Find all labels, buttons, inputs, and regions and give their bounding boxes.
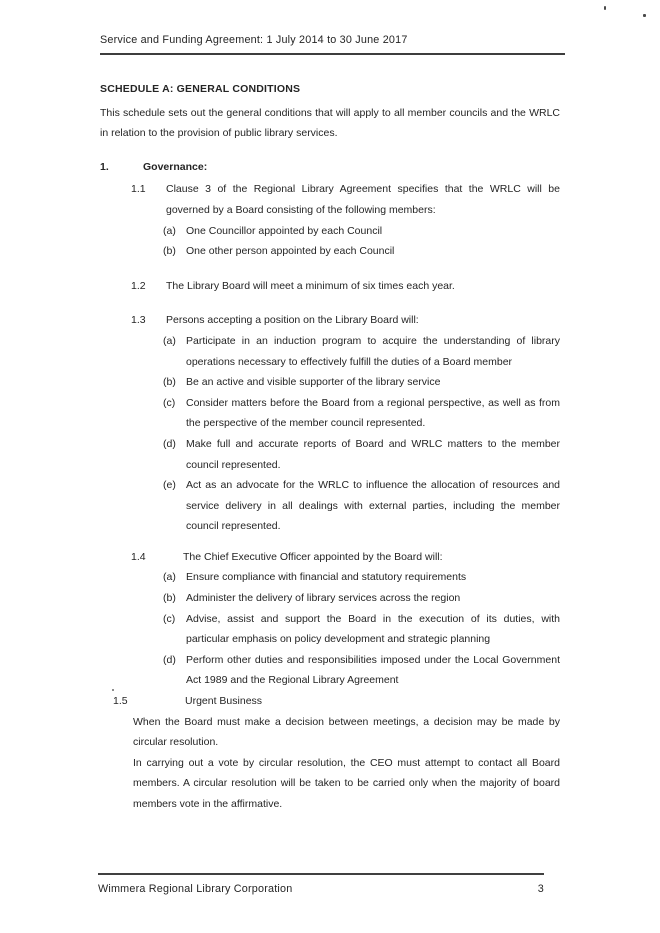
subitem-marker: (a)	[163, 334, 176, 347]
body-paragraph: When the Board must make a decision between meetings, a decision may be made by circular resolution.	[133, 715, 560, 749]
item-title: Urgent Business	[185, 695, 263, 708]
item-row	[113, 691, 560, 712]
sub-list-item	[163, 221, 560, 242]
sub-list-item	[163, 393, 560, 434]
item-row	[131, 547, 560, 568]
subitem-text: Perform other duties and responsibilities imposed under the Local Government Act 1989 and the Regional Library Agreement	[186, 653, 560, 687]
sub-list-item	[163, 650, 560, 691]
running-header: Service and Funding Agreement: 1 July 2014 to 30 June 2017	[100, 33, 565, 55]
subitem-marker: (a)	[163, 571, 176, 584]
subitem-text: One other person appointed by each Council	[186, 245, 395, 258]
scan-artifact-speck	[604, 6, 606, 10]
section-number: 1.	[100, 160, 109, 173]
subitem-marker: (a)	[163, 224, 176, 237]
item-row	[131, 310, 560, 331]
item-text: Clause 3 of the Regional Library Agreement specifies that the WRLC will be governed by a Board consisting of the following members:	[166, 183, 560, 216]
item-text: The Library Board will meet a minimum of six times each year.	[166, 279, 455, 292]
list-item-1-4	[100, 547, 560, 691]
item-text: The Chief Executive Officer appointed by the Board will:	[183, 550, 443, 563]
sub-list-item	[163, 609, 560, 650]
list-item-1-2	[100, 276, 560, 297]
subitem-text: Participate in an induction program to acquire the understanding of library operations necessary to effectively fulfill the duties of a Board member	[186, 334, 560, 368]
subitem-marker: (d)	[163, 653, 176, 666]
subitem-text: Act as an advocate for the WRLC to influence the allocation of resources and service delivery in all dealings with external parties, including the member council represented.	[186, 479, 560, 533]
item-number: 1.1	[131, 183, 146, 196]
subitem-marker: (d)	[163, 437, 176, 450]
sub-list-item	[163, 475, 560, 537]
footer-organisation: Wimmera Regional Library Corporation	[98, 883, 293, 895]
body-paragraph: In carrying out a vote by circular resolution, the CEO must attempt to contact all Board members. A circular resolution will be taken to be carried only when the majority of board members vote in the affirmative.	[133, 756, 560, 810]
sub-list-item	[163, 372, 560, 393]
list-item-1-5	[100, 691, 560, 815]
subitem-text: One Councillor appointed by each Council	[186, 224, 383, 237]
page-number: 3	[537, 883, 544, 895]
subitem-marker: (c)	[163, 396, 176, 409]
section-title: Governance:	[143, 160, 208, 173]
item-number: 1.2	[131, 279, 146, 292]
sub-list-item	[163, 241, 560, 262]
list-item-1-1	[100, 179, 560, 261]
subitem-marker: (c)	[163, 612, 176, 625]
subitem-text: Make full and accurate reports of Board and WRLC matters to the member council represented.	[186, 437, 560, 471]
schedule-heading: SCHEDULE A: GENERAL CONDITIONS	[100, 83, 301, 95]
subitem-text: Consider matters before the Board from a regional perspective, as well as from the perspective of the member council represented.	[186, 396, 560, 430]
subitem-text: Advise, assist and support the Board in the execution of its duties, with particular emphasis on policy development and strategic planning	[186, 612, 560, 646]
item-number: 1.5	[113, 695, 128, 708]
subitem-marker: (b)	[163, 245, 176, 258]
intro-paragraph: This schedule sets out the general conditions that will apply to all member councils and the WRLC in relation to the provision of public library services.	[100, 106, 560, 140]
item-text: Persons accepting a position on the Library Board will:	[166, 314, 419, 327]
item-number: 1.4	[131, 550, 146, 563]
subitem-text: Administer the delivery of library services across the region	[186, 592, 461, 605]
sub-list-item	[163, 331, 560, 372]
sub-list-item	[163, 434, 560, 475]
scan-artifact-speck	[643, 14, 646, 17]
item-row	[131, 179, 560, 220]
item-number: 1.3	[131, 314, 146, 327]
page-footer	[98, 873, 544, 900]
sub-list-item	[163, 567, 560, 588]
sub-list-item	[163, 588, 560, 609]
scan-artifact-speck	[112, 689, 114, 691]
section-heading	[100, 157, 560, 178]
subitem-text: Ensure compliance with financial and statutory requirements	[186, 571, 467, 584]
subitem-marker: (e)	[163, 479, 176, 492]
item-row	[131, 276, 560, 297]
subitem-marker: (b)	[163, 376, 176, 389]
subitem-text: Be an active and visible supporter of the library service	[186, 376, 441, 389]
subitem-marker: (b)	[163, 592, 176, 605]
list-item-1-3	[100, 310, 560, 537]
